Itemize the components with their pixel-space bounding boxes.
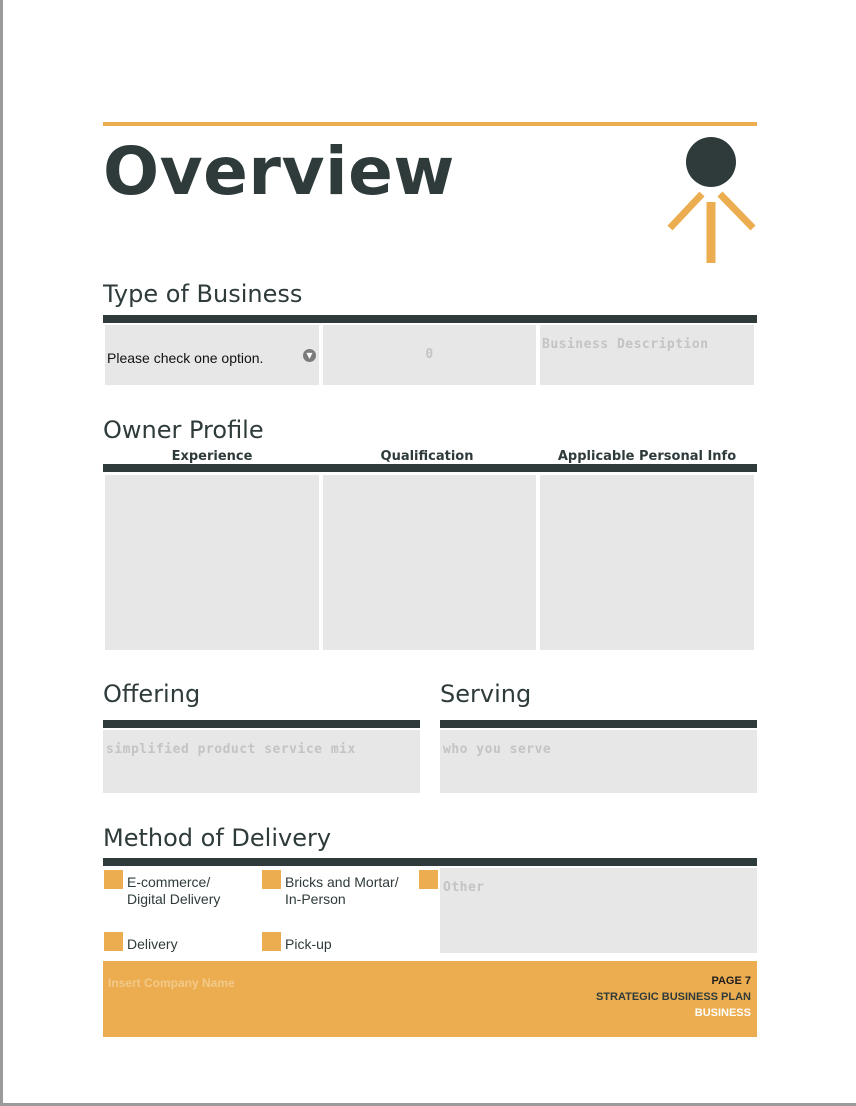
business-count-value: 0 (425, 347, 434, 362)
document-subtitle: BUSINESS (694, 1007, 751, 1019)
checkbox-ecommerce-label: E-commerce/ Digital Delivery (127, 874, 221, 907)
checkbox-other[interactable] (419, 870, 438, 889)
offering-field[interactable] (103, 730, 420, 793)
page-title: Overview (103, 133, 455, 210)
page-number: PAGE 7 (711, 975, 751, 987)
offering-placeholder: simplified product service mix (106, 742, 356, 757)
company-name-field[interactable]: Insert Company Name (108, 976, 235, 990)
checkbox-pick-up[interactable] (262, 932, 281, 951)
chevron-down-icon[interactable]: ▼ (303, 349, 316, 362)
other-delivery-field[interactable] (440, 868, 757, 953)
method-of-delivery-bar (103, 858, 757, 866)
offering-bar (103, 720, 420, 728)
business-count-field[interactable] (323, 325, 536, 385)
serving-placeholder: who you serve (443, 742, 552, 757)
checkbox-ecommerce[interactable] (104, 870, 123, 889)
header-rule (103, 122, 757, 126)
page-footer (103, 961, 757, 1037)
owner-profile-heading: Owner Profile (103, 416, 264, 444)
owner-profile-bar (103, 464, 757, 472)
business-description-placeholder: Business Description (542, 337, 709, 352)
serving-heading: Serving (440, 680, 532, 708)
business-description-field[interactable] (540, 325, 754, 385)
offering-heading: Offering (103, 680, 201, 708)
checkbox-pick-up-label: Pick-up (285, 936, 332, 952)
checkbox-delivery-label: Delivery (127, 936, 178, 952)
column-header-qualification: Qualification (380, 449, 474, 464)
type-of-business-bar (103, 315, 757, 323)
method-of-delivery-heading: Method of Delivery (103, 824, 332, 852)
type-of-business-heading: Type of Business (103, 280, 303, 308)
experience-field[interactable] (105, 475, 319, 650)
checkbox-bricks-and-mortar[interactable] (262, 870, 281, 889)
personal-info-field[interactable] (540, 475, 754, 650)
business-type-select[interactable] (105, 325, 319, 385)
page-edge-left (0, 0, 3, 1106)
serving-field[interactable] (440, 730, 757, 793)
checkbox-delivery[interactable] (104, 932, 123, 951)
business-type-select-value: Please check one option. (107, 350, 264, 366)
person-sun-icon (664, 136, 758, 266)
document-title: STRATEGIC BUSINESS PLAN (595, 991, 751, 1003)
checkbox-bricks-and-mortar-label: Bricks and Mortar/ In-Person (285, 874, 399, 907)
column-header-personal-info: Applicable Personal Info (557, 449, 737, 464)
serving-bar (440, 720, 757, 728)
qualification-field[interactable] (323, 475, 536, 650)
other-delivery-placeholder: Other (443, 880, 485, 895)
column-header-experience: Experience (171, 449, 253, 464)
